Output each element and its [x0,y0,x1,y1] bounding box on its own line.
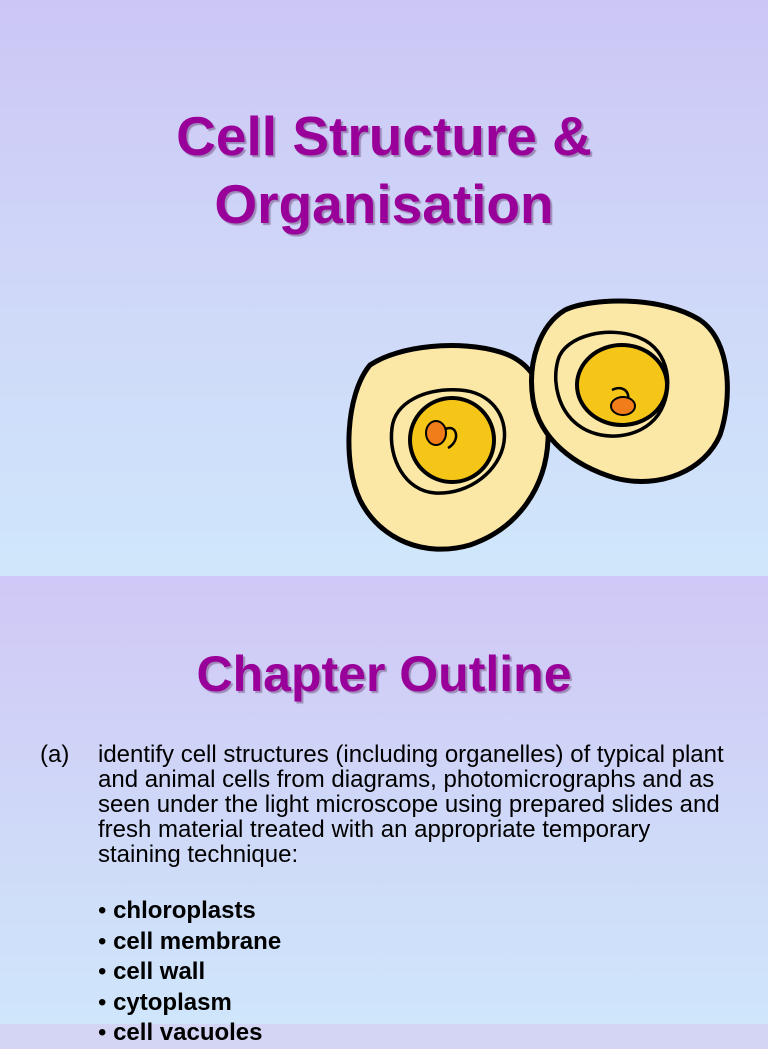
left-cell [349,346,548,550]
item-label: (a) [40,741,70,768]
chapter-outline-slide [0,576,768,1046]
right-cell [532,301,728,481]
slide-title [0,102,768,238]
list-item-label: cell membrane [113,927,282,955]
plant-cells-illustration [340,290,740,560]
list-item: • cell membrane [98,927,282,955]
list-item-label: cell wall [113,958,206,985]
list-item: • cytoplasm [98,988,232,1016]
list-item: • cell vacuoles [98,1019,263,1046]
list-item-label: chloroplasts [113,897,256,924]
title-line-2: Organisation [214,173,554,235]
organelle-list [98,896,281,1049]
title-line-1: Cell Structure & [176,105,592,167]
list-item: • cell wall [98,958,206,985]
item-text: identify cell structures (including organelles) of typical plant and animal cells from diagrams, photomicrographs and as seen under the light microscope using prepared slides and fresh material treated with an appropriate temporary staining technique: [98,741,724,868]
list-item-label: cell vacuoles [113,1019,263,1046]
slide-title: Chapter Outline [196,646,572,702]
list-item-label: cytoplasm [113,988,232,1016]
list-item: • chloroplasts [98,897,256,924]
